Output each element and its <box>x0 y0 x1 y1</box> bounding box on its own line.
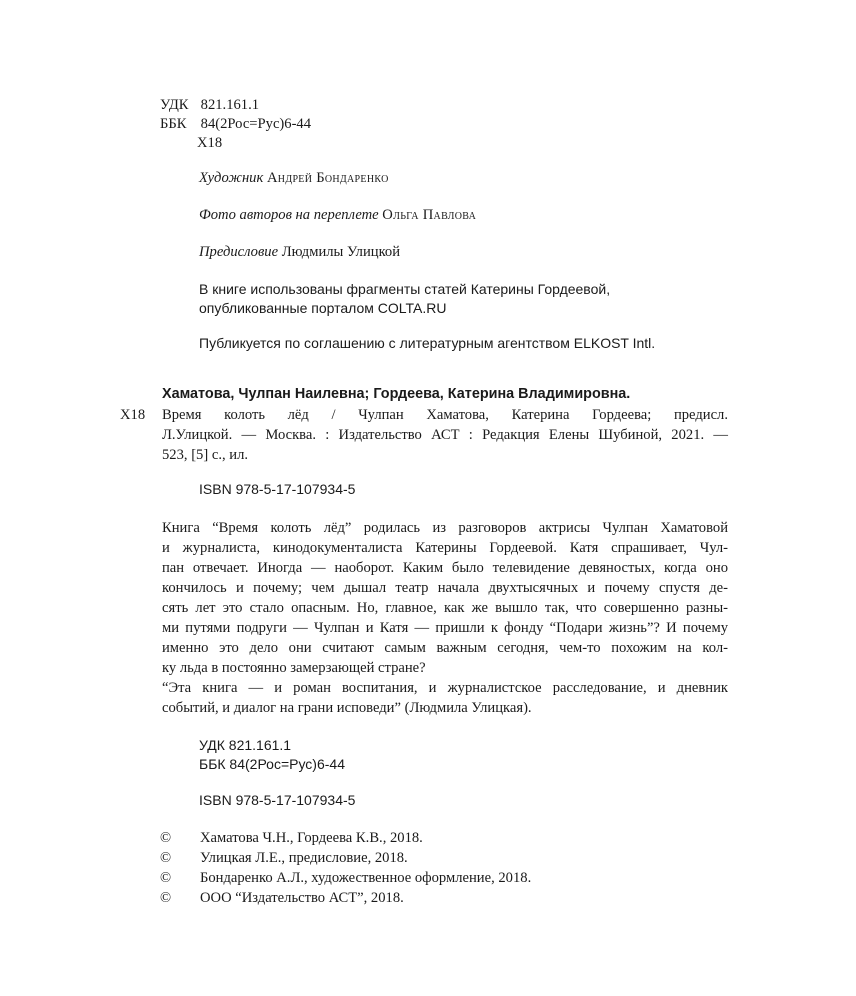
copyright-symbol: © <box>160 890 172 906</box>
copyright-symbol: © <box>160 870 172 886</box>
artist-name: Андрей Бондаренко <box>266 170 389 186</box>
bbk-label: ББК <box>160 116 187 132</box>
annotation-line: пан отвечает. Иногда — наоборот. Каким было телевидение девяностых, когда оно <box>162 560 728 576</box>
catalog-line-2: Л.Улицкой. — Москва. : Издательство АСТ : Редакция Елены Шубиной, 2021. — <box>162 427 728 443</box>
copyright-line: Улицкая Л.Е., предисловие, 2018. <box>200 850 408 866</box>
fragments-line-1: В книге использованы фрагменты статей Катерины Гордеевой, <box>199 281 611 297</box>
udk-line <box>160 95 259 115</box>
catalog-isbn: ISBN 978-5-17-107934-5 <box>199 481 356 497</box>
udk-value: 821.161.1 <box>200 97 260 113</box>
bbk-value: 84(2Рос=Рус)6-44 <box>200 116 312 132</box>
photo-name: Ольга Павлова <box>382 207 477 223</box>
catalog-mark: Х18 <box>120 407 146 423</box>
fragments-line-2: опубликованные порталом COLTA.RU <box>199 300 447 316</box>
catalog-line-3: 523, [5] с., ил. <box>162 447 249 463</box>
photo-credit <box>199 205 476 225</box>
footer-isbn: ISBN 978-5-17-107934-5 <box>199 792 356 808</box>
footer-bbk: ББК 84(2Рос=Рус)6-44 <box>199 756 345 772</box>
artist-credit <box>199 168 389 188</box>
annotation-line: ми путями подруги — Чулпан и Катя — пришли к фонду “Подари жизнь”? И почему <box>162 620 728 636</box>
annotation-quote-line: событий, и диалог на грани исповеди” (Людмила Улицкая). <box>162 700 532 716</box>
bbk-line <box>160 114 311 134</box>
agency-line: Публикуется по соглашению с литературным агентством ELKOST Intl. <box>199 335 656 351</box>
foreword-name: Людмилы Улицкой <box>281 244 401 260</box>
artist-role: Художник <box>199 170 264 186</box>
annotation-line: ку льда в постоянно замерзающей стране? <box>162 660 426 676</box>
foreword-role: Предисловие <box>199 244 279 260</box>
annotation-line: именно это дело они считают самым важным сегодня, чем-то похожим на кол- <box>162 640 728 656</box>
annotation-line: кончилось и почему; чем дышал театр начала двухтысячных и почему спустя де- <box>162 580 728 596</box>
copyright-line: ООО “Издательство АСТ”, 2018. <box>200 890 404 906</box>
copyright-line: Хаматова Ч.Н., Гордеева К.В., 2018. <box>200 830 423 846</box>
catalog-line-1: Время колоть лёд / Чулпан Хаматова, Катерина Гордеева; предисл. <box>162 407 728 423</box>
photo-role: Фото авторов на переплете <box>199 207 379 223</box>
annotation-line: и журналиста, кинодокументалиста Катерины Гордеевой. Катя спрашивает, Чул- <box>162 540 728 556</box>
author-mark: Х18 <box>197 135 223 151</box>
footer-udk: УДК 821.161.1 <box>199 737 292 753</box>
copyright-symbol: © <box>160 850 172 866</box>
annotation-line: сять лет это стало опасным. Но, главное, как же вышло так, что совершенно разны- <box>162 600 728 616</box>
copyright-line: Бондаренко А.Л., художественное оформление, 2018. <box>200 870 532 886</box>
udk-label: УДК <box>160 97 189 113</box>
foreword-credit <box>199 242 400 262</box>
annotation-line: Книга “Время колоть лёд” родилась из разговоров актрисы Чулпан Хаматовой <box>162 520 728 536</box>
catalog-authors: Хаматова, Чулпан Наилевна; Гордеева, Катерина Владимировна. <box>162 386 631 402</box>
annotation-quote-line: “Эта книга — и роман воспитания, и журналистское расследование, и дневник <box>162 680 728 696</box>
copyright-symbol: © <box>160 830 172 846</box>
